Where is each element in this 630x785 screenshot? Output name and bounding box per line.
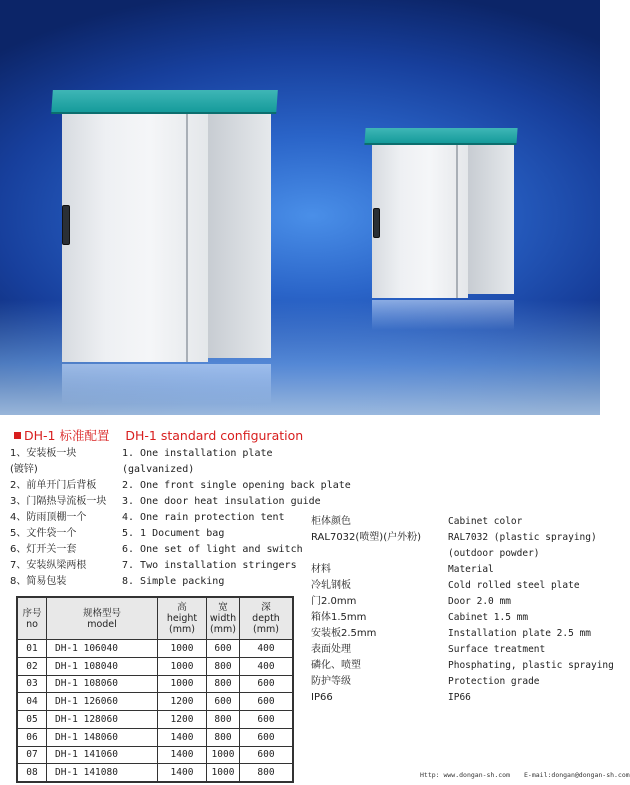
header-no-cn: 序号 <box>22 607 42 619</box>
cell-height: 1000 <box>158 657 207 675</box>
spec-cn-line: 门2.0mm <box>311 596 357 607</box>
header-height-cn: 高 <box>177 602 187 613</box>
cell-height: 1000 <box>158 640 207 658</box>
header-height-unit: (mm) <box>169 624 195 635</box>
cell-depth: 800 <box>240 764 293 782</box>
header-depth-unit: (mm) <box>253 624 279 635</box>
config-en-item: 2. One front single opening back plate <box>122 480 351 491</box>
config-cn-item: 3、门隔热导流板一块 <box>10 496 107 507</box>
footer-contact <box>420 771 630 779</box>
header-depth-en: depth <box>252 613 280 624</box>
header-width-unit: (mm) <box>210 624 236 635</box>
config-cn-item: 4、防雨顶棚一个 <box>10 512 87 523</box>
cell-depth: 600 <box>240 728 293 746</box>
cell-model: DH-1 106040 <box>47 640 158 658</box>
cell-width: 1000 <box>207 764 240 782</box>
spec-en-line: Installation plate 2.5 mm <box>448 628 591 639</box>
spec-cn-line: 冷轧钢板 <box>311 580 351 591</box>
config-en-item: (galvanized) <box>122 464 195 475</box>
config-cn-item: 8、简易包装 <box>10 576 67 587</box>
cell-depth: 400 <box>240 657 293 675</box>
header-no-en: no <box>26 618 38 630</box>
config-list-cn <box>10 446 120 590</box>
section-title-en: DH-1 standard configuration <box>125 428 304 443</box>
cell-height: 1400 <box>158 728 207 746</box>
spec-cn-line: 箱体1.5mm <box>311 612 367 623</box>
cell-no: 05 <box>18 711 47 729</box>
spec-en-line: Door 2.0 mm <box>448 596 511 607</box>
cabinet-large-rain-tent <box>51 90 278 114</box>
cell-no: 01 <box>18 640 47 658</box>
cell-model: DH-1 126060 <box>47 693 158 711</box>
cell-width: 800 <box>207 657 240 675</box>
spec-cn-line: 磷化、喷塑 <box>311 660 361 671</box>
spec-en-line: Cabinet 1.5 mm <box>448 612 529 623</box>
cell-no: 02 <box>18 657 47 675</box>
specs-en <box>448 514 614 706</box>
cabinet-large-side <box>205 112 271 358</box>
spec-en-line: Phosphating, plastic spraying <box>448 660 614 671</box>
config-en-item: 5. 1 Document bag <box>122 528 225 539</box>
header-width <box>207 598 240 640</box>
cabinet-small-side <box>466 142 514 294</box>
config-cn-item: 2、前单开门后背板 <box>10 480 97 491</box>
cell-height: 1400 <box>158 746 207 764</box>
config-en-item: 6. One set of light and switch <box>122 544 303 555</box>
header-width-cn: 宽 <box>218 602 228 613</box>
config-cn-item: (镀锌) <box>10 464 38 475</box>
spec-cn-line: RAL7032(喷塑)(户外粉) <box>311 532 422 543</box>
cell-model: DH-1 148060 <box>47 728 158 746</box>
table-row <box>18 675 293 693</box>
cell-height: 1200 <box>158 711 207 729</box>
cabinet-large-handle <box>62 205 70 245</box>
header-depth-cn: 深 <box>261 602 271 613</box>
model-table <box>16 596 294 783</box>
spec-en-line: Cabinet color <box>448 516 523 527</box>
table-row <box>18 728 293 746</box>
spec-cn-line <box>311 546 446 562</box>
cell-height: 1200 <box>158 693 207 711</box>
cell-depth: 600 <box>240 693 293 711</box>
spec-en-line: Material <box>448 564 494 575</box>
config-cn-item: 1、安装板一块 <box>10 448 77 459</box>
cell-width: 800 <box>207 728 240 746</box>
config-en-item: 4. One rain protection tent <box>122 512 285 523</box>
table-row <box>18 711 293 729</box>
spec-en-line: Protection grade <box>448 676 540 687</box>
table-row <box>18 746 293 764</box>
config-cn-item: 5、文件袋一个 <box>10 528 77 539</box>
cell-width: 800 <box>207 675 240 693</box>
footer-website[interactable]: Http: www.dongan-sh.com <box>420 771 511 779</box>
table-row <box>18 640 293 658</box>
header-model <box>47 598 158 640</box>
cell-model: DH-1 108040 <box>47 657 158 675</box>
header-model-cn: 规格型号 <box>82 607 121 619</box>
header-height <box>158 598 207 640</box>
cabinet-small-handle <box>373 208 380 238</box>
cabinet-large-reflection <box>62 364 271 404</box>
config-en-item: 7. Two installation stringers <box>122 560 297 571</box>
config-cn-item: 6、灯开关一套 <box>10 544 77 555</box>
cell-depth: 600 <box>240 746 293 764</box>
cell-width: 600 <box>207 640 240 658</box>
cell-no: 03 <box>18 675 47 693</box>
spec-en-line: Cold rolled steel plate <box>448 580 580 591</box>
specs-cn <box>311 514 446 706</box>
section-title-cn: DH-1 标准配置 <box>24 428 110 443</box>
header-no <box>18 598 47 640</box>
config-en-item: 8. Simple packing <box>122 576 225 587</box>
spec-en-line: RAL7032 (plastic spraying) <box>448 532 597 543</box>
cell-no: 06 <box>18 728 47 746</box>
cell-no: 08 <box>18 764 47 782</box>
cell-depth: 600 <box>240 675 293 693</box>
spec-cn-line: IP66 <box>311 692 333 703</box>
table-header-row <box>18 598 293 640</box>
cell-height: 1400 <box>158 764 207 782</box>
header-model-en: model <box>87 618 117 630</box>
spec-cn-line: 防护等级 <box>311 676 351 687</box>
config-en-item: 1. One installation plate <box>122 448 273 459</box>
spec-en-line: IP66 <box>448 692 471 703</box>
cell-no: 04 <box>18 693 47 711</box>
footer-email[interactable]: E-mail:dongan@dongan-sh.com <box>524 771 630 779</box>
table-row <box>18 657 293 675</box>
cell-model: DH-1 141060 <box>47 746 158 764</box>
cabinet-large-seam <box>186 112 188 362</box>
header-depth <box>240 598 293 640</box>
spec-cn-line: 柜体颜色 <box>311 516 351 527</box>
header-width-en: width <box>209 613 237 624</box>
cabinet-small-rain-tent <box>364 128 517 145</box>
cell-depth: 600 <box>240 711 293 729</box>
config-cn-item: 7、安装纵梁两根 <box>10 560 87 571</box>
spec-en-line: (outdoor powder) <box>448 548 540 559</box>
cell-model: DH-1 141080 <box>47 764 158 782</box>
cell-width: 800 <box>207 711 240 729</box>
header-height-en: height <box>166 613 198 624</box>
section-title <box>14 426 303 444</box>
cell-model: DH-1 128060 <box>47 711 158 729</box>
spec-cn-line: 安装板2.5mm <box>311 628 377 639</box>
spec-cn-line: 材料 <box>311 564 331 575</box>
cabinet-small-seam <box>456 142 458 298</box>
spec-cn-line: 表面处理 <box>311 644 351 655</box>
cell-depth: 400 <box>240 640 293 658</box>
config-en-item: 3. One door heat insulation guide <box>122 496 321 507</box>
cell-width: 600 <box>207 693 240 711</box>
table-row <box>18 693 293 711</box>
cabinet-small-door <box>372 142 468 298</box>
cell-model: DH-1 108060 <box>47 675 158 693</box>
cabinet-small-reflection <box>372 300 514 330</box>
spec-en-line: Surface treatment <box>448 644 546 655</box>
cell-no: 07 <box>18 746 47 764</box>
red-square-icon <box>14 432 21 439</box>
cell-height: 1000 <box>158 675 207 693</box>
table-row <box>18 764 293 782</box>
cell-width: 1000 <box>207 746 240 764</box>
